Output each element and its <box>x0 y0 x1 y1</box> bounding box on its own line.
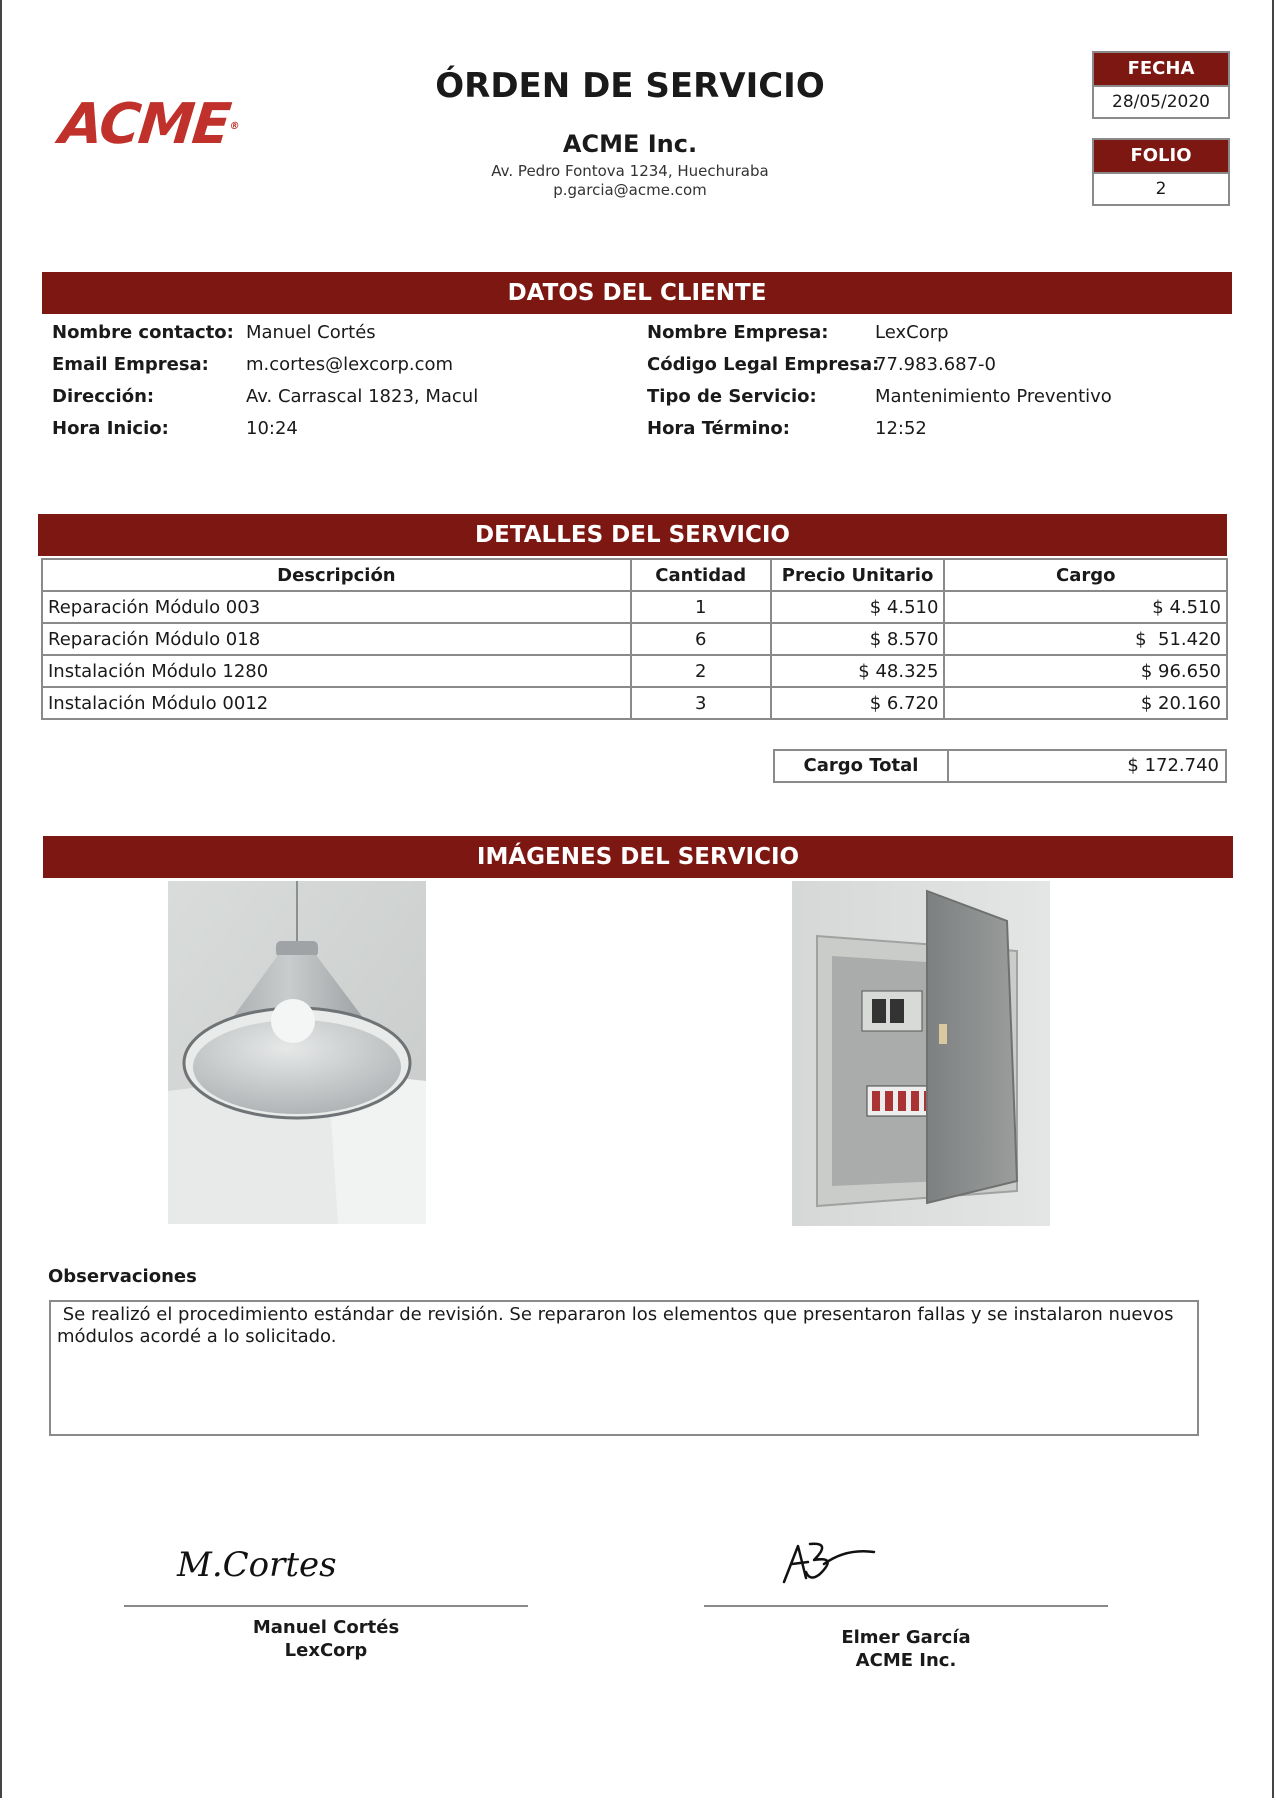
folio-box <box>1092 138 1230 206</box>
cell-cantidad: 6 <box>631 623 771 655</box>
column-header: Cantidad <box>631 559 771 591</box>
table-row <box>42 655 1227 687</box>
electrical-panel-photo <box>792 881 1050 1226</box>
cell-cargo: $ 51.420 <box>944 623 1227 655</box>
lamp-photo <box>168 881 426 1224</box>
client-signature-name <box>124 1616 528 1662</box>
cell-cargo: $ 4.510 <box>944 591 1227 623</box>
cell-precio: $ 4.510 <box>771 591 945 623</box>
table-row <box>42 687 1227 719</box>
cell-precio: $ 6.720 <box>771 687 945 719</box>
fecha-box <box>1092 51 1230 119</box>
client-value: Mantenimiento Preventivo <box>875 386 1112 407</box>
cell-cargo: $ 20.160 <box>944 687 1227 719</box>
service-details-table <box>41 558 1228 720</box>
column-header: Descripción <box>42 559 631 591</box>
acme-logo: ACME® <box>56 92 241 157</box>
company-email: p.garcia@acme.com <box>553 181 707 199</box>
client-value: Av. Carrascal 1823, Macul <box>246 386 479 407</box>
client-company: LexCorp <box>284 1640 368 1661</box>
client-label: Hora Término: <box>647 418 790 439</box>
client-label: Dirección: <box>52 386 155 407</box>
total-label: Cargo Total <box>775 751 949 781</box>
total-box <box>773 749 1227 783</box>
client-label: Hora Inicio: <box>52 418 169 439</box>
client-value: LexCorp <box>875 322 949 343</box>
section-details-header: DETALLES DEL SERVICIO <box>38 514 1227 556</box>
section-images-header: IMÁGENES DEL SERVICIO <box>43 836 1233 878</box>
observations-box <box>49 1300 1199 1436</box>
client-label: Email Empresa: <box>52 354 209 375</box>
cell-descripcion: Instalación Módulo 0012 <box>42 687 631 719</box>
provider-signature-line <box>704 1605 1108 1607</box>
client-value: 10:24 <box>246 418 298 439</box>
document-title: ÓRDEN DE SERVICIO <box>435 66 825 106</box>
cell-cantidad: 2 <box>631 655 771 687</box>
table-row <box>42 591 1227 623</box>
cell-descripcion: Reparación Módulo 003 <box>42 591 631 623</box>
column-header: Precio Unitario <box>771 559 945 591</box>
cell-descripcion: Reparación Módulo 018 <box>42 623 631 655</box>
client-label: Nombre contacto: <box>52 322 234 343</box>
client-label: Código Legal Empresa: <box>647 354 880 375</box>
fecha-value: 28/05/2020 <box>1094 85 1228 117</box>
table-header-row <box>42 559 1227 591</box>
cell-precio: $ 48.325 <box>771 655 945 687</box>
client-value: Manuel Cortés <box>246 322 376 343</box>
client-signature-text: M.Cortes <box>177 1545 337 1585</box>
client-name: Manuel Cortés <box>252 1617 400 1638</box>
observations-title: Observaciones <box>48 1266 197 1287</box>
cell-cargo: $ 96.650 <box>944 655 1227 687</box>
cell-cantidad: 3 <box>631 687 771 719</box>
client-label: Nombre Empresa: <box>647 322 829 343</box>
client-value: m.cortes@lexcorp.com <box>246 354 454 375</box>
client-value: 77.983.687-0 <box>875 354 997 375</box>
cell-cantidad: 1 <box>631 591 771 623</box>
provider-company: ACME Inc. <box>855 1650 957 1671</box>
company-address: Av. Pedro Fontova 1234, Huechuraba <box>491 162 769 180</box>
column-header: Cargo <box>944 559 1227 591</box>
cell-descripcion: Instalación Módulo 1280 <box>42 655 631 687</box>
section-client-header: DATOS DEL CLIENTE <box>42 272 1232 314</box>
provider-signature-name <box>704 1626 1108 1672</box>
fecha-label: FECHA <box>1094 53 1228 85</box>
total-value: $ 172.740 <box>1127 755 1219 776</box>
client-signature-line <box>124 1605 528 1607</box>
client-label: Tipo de Servicio: <box>647 386 817 407</box>
cell-precio: $ 8.570 <box>771 623 945 655</box>
company-name: ACME Inc. <box>562 130 698 158</box>
observations-text: Se realizó el procedimiento estándar de revisión. Se repararon los elementos que presentaron fallas y se instalaron nuevos módulos acordé a lo solicitado. <box>57 1304 1180 1347</box>
client-signature <box>175 1540 345 1590</box>
folio-value: 2 <box>1094 172 1228 204</box>
provider-name: Elmer García <box>841 1627 971 1648</box>
client-value: 12:52 <box>875 418 927 439</box>
folio-label: FOLIO <box>1094 140 1228 172</box>
provider-signature <box>780 1538 880 1588</box>
table-row <box>42 623 1227 655</box>
